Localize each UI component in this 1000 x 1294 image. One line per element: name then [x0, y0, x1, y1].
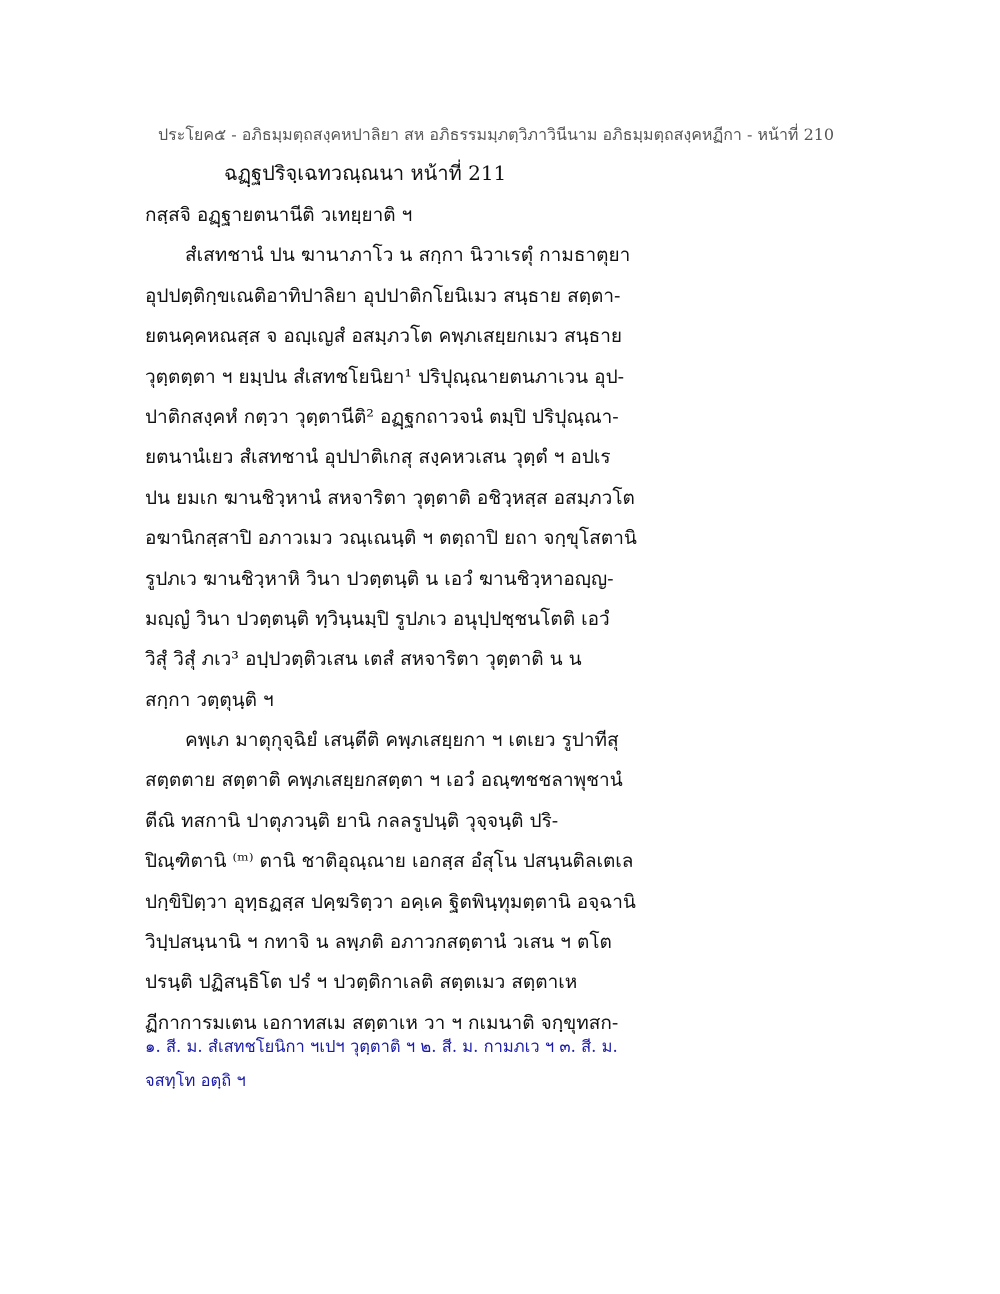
text-line: ฏีกาการมเตน เอกาทสเม สตฺตาเห วา ฯ กเมนาติ จกฺขุทสก-	[145, 1011, 619, 1034]
text-line: วิปฺปสนฺนานิ ฯ กทาจิ น ลพฺภติ อภาวกสตฺตานํ วเสน ฯ ตโต	[145, 931, 612, 954]
text-line: สตฺตตาย สตฺตาติ คพฺภเสยฺยกสตฺตา ฯ เอวํ อณฺฑชชลาพุชานํ	[145, 769, 623, 792]
footnote-line: จสทฺโท อตฺถิ ฯ	[145, 1071, 246, 1090]
footnotes	[145, 1032, 665, 1100]
text-line: รูปภเว ฆานชิวฺหาหิ วินา ปวตฺตนฺติ น เอวํ ฆานชิวฺหาอญฺญ-	[145, 567, 614, 590]
text-line: อฆานิกสฺสาปิ อภาวเมว วณฺเณนฺติ ฯ ตตฺถาปิ ยถา จกฺขุโสตานิ	[145, 527, 637, 550]
body-text	[145, 198, 665, 1046]
text-line: ยตนานํเยว สํเสทชานํ อุปปาติเกสุ สงฺคหวเสน วุตฺตํ ฯ อปเร	[145, 446, 611, 469]
text-line: ปน ยมเก ฆานชิวฺหานํ สหจาริตา วุตฺตาติ อชิวฺหสฺส อสมฺภวโต	[145, 486, 635, 509]
page-heading: ฉฏฺฐปริจฺเฉทวณฺณนา หน้าที่ 211	[224, 161, 507, 185]
text-line: ปาติกสงฺคหํ กตฺวา วุตฺตานีติ² อฏฺฐกถาวจนํ ตมฺปิ ปริปุณฺณา-	[145, 405, 619, 428]
text-line: ปกฺขิปิตฺวา อุทฺธฏสฺส ปคฺฆริตฺวา อคฺเค ฐิตพินฺทุมตฺตานิ อจฺฉานิ	[145, 890, 636, 913]
text-line: อุปปตฺติกฺขเณติอาทิปาลิยา อุปปาติกโยนิเมว สนฺธาย สตฺตา-	[145, 284, 621, 307]
text-line: ปิณฺฑิตานิ ⁽ᵐ⁾ ตานิ ชาติอุณฺณาย เอกสฺส อํสุโน ปสนฺนติลเตเล	[145, 850, 634, 873]
text-line: ตีณิ ทสกานิ ปาตุภวนฺติ ยานิ กลลรูปนฺติ วุจฺจนฺติ ปริ-	[145, 809, 559, 832]
footnote-line: ๑. สี. ม. สํเสทชโยนิกา ฯเปฯ วุตฺตาติ ฯ ๒. สี. ม. กามภเว ฯ ๓. สี. ม.	[145, 1037, 618, 1056]
text-line: สกฺกา วตฺตุนฺติ ฯ	[145, 688, 274, 711]
text-line: มญฺญํ วินา ปวตฺตนฺติ ทฺวินฺนมฺปิ รูปภเว อนุปฺปชฺชนโตติ เอวํ	[145, 607, 610, 630]
running-header: ประโยค๕ - อภิธมฺมตฺถสงฺคหปาลิยา สห อภิธรรมมฺภตฺวิภาวินีนาม อภิธมฺมตฺถสงฺคหฏีกา - หน้าที่ 210	[158, 125, 835, 144]
text-line: กสฺสจิ อฏฺฐายตนานีติ วเทยฺยาติ ฯ	[145, 204, 413, 226]
text-line: คพฺเภ มาตุกุจฺฉิยํ เสนฺตีติ คพฺภเสยฺยกา ฯ เตเยว รูปาทีสุ	[185, 729, 619, 752]
text-line: ปรนฺติ ปฏิสนฺธิโต ปรํ ฯ ปวตฺติกาเลติ สตฺตเมว สตฺตาเห	[145, 971, 578, 994]
text-line: วิสุํ วิสุํ ภเว³ อปฺปวตฺติวเสน เตสํ สหจาริตา วุตฺตาติ น น	[145, 648, 582, 671]
text-line: วุตฺตตฺตา ฯ ยมฺปน สํเสทชโยนิยา¹ ปริปุณฺณายตนภาเวน อุป-	[145, 365, 625, 388]
text-line: ยตนคฺคหณสฺส จ อญฺเญสํ อสมฺภวโต คพฺภเสยฺยกเมว สนฺธาย	[145, 325, 622, 348]
text-line: สํเสทชานํ ปน ฆานาภาโว น สกฺกา นิวาเรตุํ กามธาตุยา	[185, 244, 631, 267]
